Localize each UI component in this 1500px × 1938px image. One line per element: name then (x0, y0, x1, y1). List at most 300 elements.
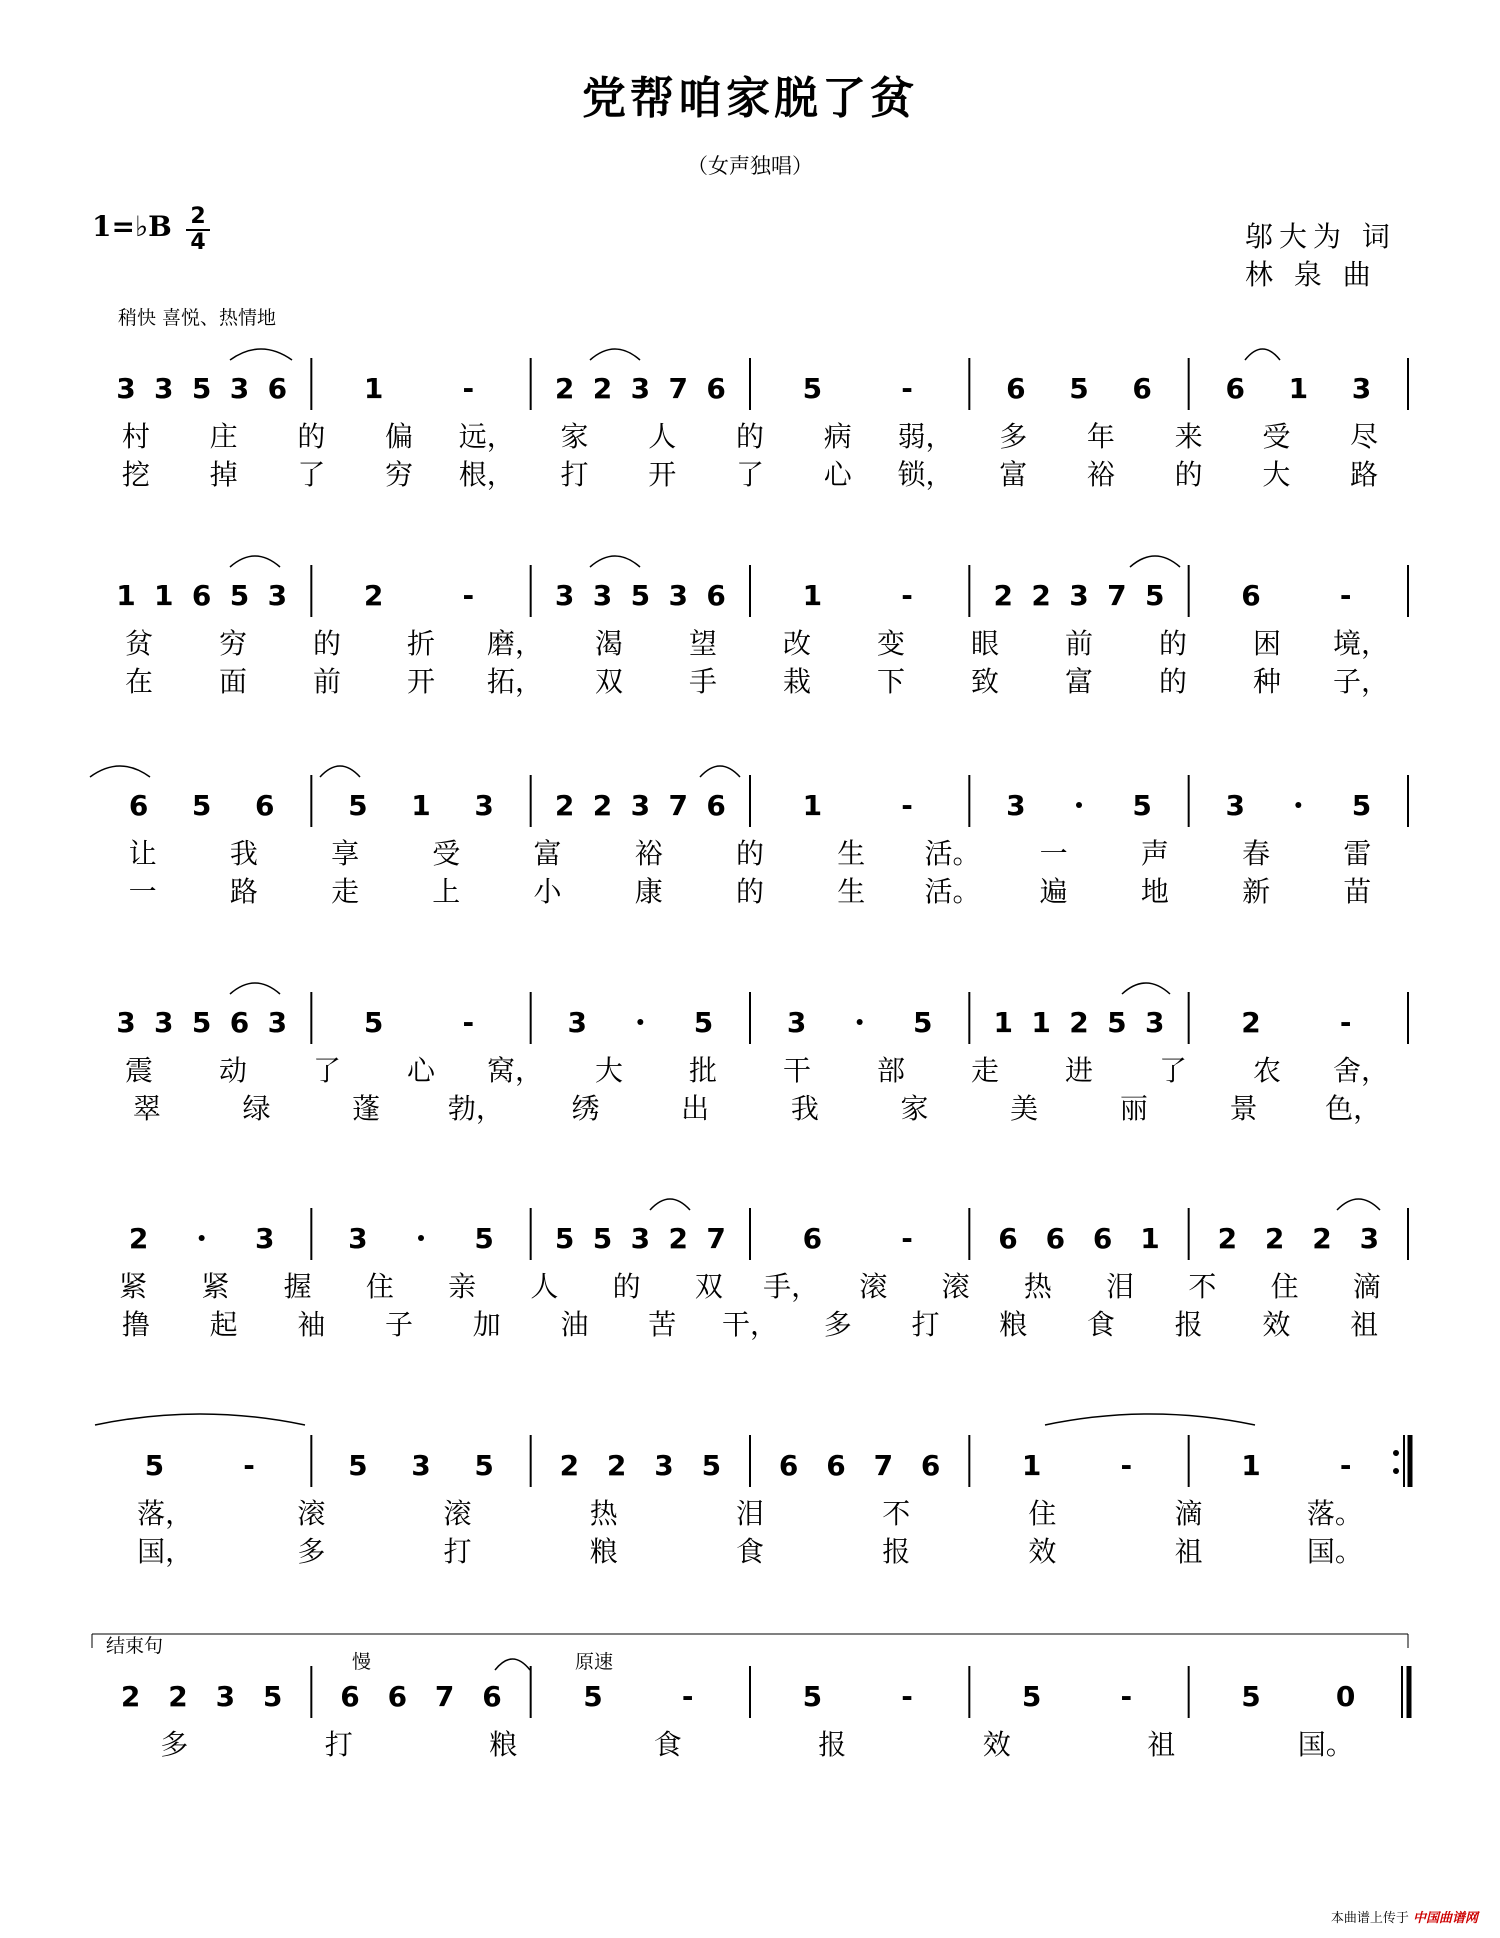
ending-label: 结束句 (106, 1635, 164, 1657)
lyric-syllable: 滴 (1352, 1270, 1381, 1303)
lyric-syllable: 上 (432, 875, 461, 908)
lyric-syllable: 根， (458, 458, 515, 491)
note: 6 (482, 1680, 502, 1713)
augmentation-dot (418, 1235, 424, 1241)
lyric-syllable: 美 (1010, 1092, 1039, 1125)
note: 7 (1107, 579, 1127, 612)
lyric-syllable: 翠 (132, 1092, 161, 1125)
lyric-syllable: 起 (209, 1308, 238, 1341)
note: 3 (348, 1222, 368, 1255)
tempo-marking: 稍快 喜悦、热情地 (118, 307, 277, 329)
repeat-dot (1393, 1468, 1399, 1474)
lyric-syllable: 泪 (1106, 1270, 1135, 1303)
lyric-syllable: 报 (1174, 1308, 1203, 1341)
lyric-syllable: 变 (876, 627, 906, 660)
lyric-syllable: 干， (721, 1308, 779, 1341)
dash-sustain: - (681, 1680, 694, 1713)
note: 5 (144, 1449, 165, 1482)
note: 2 (592, 372, 613, 405)
lyric-syllable: 双 (694, 1270, 723, 1303)
lyric-syllable: 路 (229, 875, 258, 908)
note: 6 (706, 372, 726, 405)
lyric-syllable: 落， (137, 1497, 194, 1530)
dash-sustain: - (243, 1449, 255, 1482)
lyric-syllable: 开 (648, 458, 677, 491)
lyric-syllable: 来 (1174, 420, 1203, 453)
lyric-syllable: 遍 (1039, 875, 1068, 908)
note: 1 (1288, 372, 1309, 405)
lyric-syllable: 亲 (448, 1270, 477, 1303)
time-signature-top: 2 (190, 204, 206, 229)
note: 3 (255, 1222, 275, 1255)
lyric-syllable: 祖 (1174, 1535, 1203, 1568)
lyric-syllable: 一 (128, 875, 157, 908)
lyric-syllable: 栽 (782, 665, 812, 698)
note: 1 (1140, 1222, 1160, 1255)
lyric-syllable: 折 (406, 627, 436, 660)
dash-sustain: - (901, 1680, 913, 1713)
note: 6 (706, 579, 726, 612)
lyric-syllable: 裕 (634, 837, 663, 870)
note: 6 (128, 789, 149, 822)
lyric-syllable: 握 (283, 1270, 312, 1303)
note: 6 (1092, 1222, 1113, 1255)
lyric-syllable: 前 (312, 665, 342, 698)
note: 2 (668, 1222, 688, 1255)
lyric-syllable: 住 (365, 1270, 394, 1303)
note: 7 (434, 1680, 455, 1713)
lyric-syllable: 粮 (489, 1728, 518, 1761)
note: 6 (826, 1449, 846, 1482)
note: 5 (474, 1222, 494, 1255)
note: 2 (363, 579, 384, 612)
subtitle: （女声独唱） (687, 154, 813, 178)
dash-sustain: - (1120, 1680, 1133, 1713)
lyric-syllable: 人 (530, 1270, 559, 1303)
note: 6 (1132, 372, 1152, 405)
lyric-syllable: 双 (594, 665, 624, 698)
lyric-syllable: 舍， (1332, 1054, 1390, 1087)
lyric-syllable: 生 (837, 837, 866, 870)
lyric-syllable: 了 (297, 458, 326, 491)
note: 6 (340, 1680, 360, 1713)
lyric-syllable: 农 (1252, 1054, 1282, 1087)
note: 5 (1021, 1680, 1042, 1713)
slur-mark (1337, 1199, 1380, 1210)
footer-upload-text: 本曲谱上传于 (1330, 1911, 1409, 1926)
lyric-syllable: 富 (1064, 665, 1094, 698)
original-tempo-marking: 原速 (575, 1651, 614, 1673)
note: 6 (255, 789, 275, 822)
lyric-syllable: 贫 (124, 627, 154, 660)
lyric-syllable: 打 (560, 458, 589, 491)
note: 2 (592, 789, 613, 822)
note: 3 (215, 1680, 236, 1713)
lyric-syllable: 滚 (443, 1497, 472, 1530)
lyric-syllable: 的 (297, 420, 326, 453)
lyric-syllable: 春 (1242, 837, 1271, 870)
note: 5 (583, 1680, 603, 1713)
note: 3 (668, 579, 688, 612)
repeat-dot (1393, 1450, 1399, 1456)
note: 3 (116, 1006, 136, 1039)
lyric-syllable: 子 (385, 1308, 414, 1341)
note: 2 (128, 1222, 149, 1255)
lyric-syllable: 住 (1028, 1497, 1057, 1530)
lyric-syllable: 色， (1325, 1092, 1382, 1125)
lyric-syllable: 声 (1140, 837, 1169, 870)
lyric-syllable: 困 (1252, 627, 1282, 660)
lyric-syllable: 活。 (924, 875, 981, 908)
lyric-syllable: 了 (312, 1054, 342, 1087)
lyric-syllable: 打 (324, 1728, 353, 1761)
note: 3 (630, 789, 651, 822)
lyric-syllable: 景 (1229, 1092, 1258, 1125)
note: 2 (120, 1680, 141, 1713)
lyric-syllable: 的 (1174, 458, 1203, 491)
note: 0 (1335, 1680, 1356, 1713)
lyric-syllable: 的 (312, 627, 342, 660)
note: 5 (262, 1680, 283, 1713)
lyric-syllable: 康 (634, 875, 663, 908)
lyric-syllable: 加 (472, 1308, 501, 1341)
lyric-syllable: 出 (681, 1092, 710, 1125)
lyric-syllable: 的 (735, 875, 765, 908)
note: 2 (1031, 579, 1051, 612)
slow-marking: 慢 (352, 1651, 372, 1673)
dash-sustain: - (462, 372, 475, 405)
lyric-syllable: 袖 (297, 1308, 326, 1341)
lyric-syllable: 享 (331, 837, 360, 870)
lyric-syllable: 紧 (119, 1270, 148, 1303)
note: 6 (920, 1449, 941, 1482)
dash-sustain: - (901, 372, 913, 405)
note: 3 (1359, 1222, 1380, 1255)
lyric-syllable: 干 (782, 1054, 812, 1087)
note: 3 (592, 579, 613, 612)
lyric-syllable: 绿 (242, 1092, 271, 1125)
lyric-syllable: 地 (1140, 875, 1169, 908)
lyric-syllable: 生 (837, 875, 866, 908)
note: 2 (554, 789, 575, 822)
lyric-syllable: 致 (970, 665, 1000, 698)
augmentation-dot (199, 1235, 205, 1241)
note: 3 (1351, 372, 1372, 405)
lyric-syllable: 渴 (594, 627, 624, 660)
note: 5 (1107, 1006, 1127, 1039)
lyric-syllable: 紧 (201, 1270, 230, 1303)
note: 3 (411, 1449, 431, 1482)
note: 6 (1006, 372, 1026, 405)
slur-mark (590, 556, 640, 567)
lyric-syllable: 受 (432, 837, 461, 870)
lyric-syllable: 在 (124, 665, 154, 698)
note: 5 (693, 1006, 714, 1039)
note: 3 (154, 372, 174, 405)
lyric-syllable: 偏 (385, 420, 414, 453)
lyric-syllable: 油 (560, 1308, 589, 1341)
lyric-syllable: 食 (735, 1535, 765, 1568)
note: 1 (411, 789, 431, 822)
lyric-syllable: 手， (763, 1270, 820, 1303)
lyric-syllable: 蓬 (352, 1092, 381, 1125)
note: 5 (191, 789, 212, 822)
lyric-syllable: 落。 (1306, 1497, 1363, 1530)
note: 1 (1241, 1449, 1261, 1482)
lyric-syllable: 大 (1262, 458, 1291, 491)
lyric-syllable: 进 (1064, 1054, 1094, 1087)
dash-sustain: - (901, 789, 913, 822)
note: 1 (993, 1006, 1014, 1039)
dash-sustain: - (1339, 579, 1352, 612)
lyric-syllable: 拓， (486, 665, 544, 698)
lyric-syllable: 病 (823, 420, 852, 453)
slur-mark (95, 1414, 305, 1425)
lyric-syllable: 的 (735, 420, 765, 453)
lyric-syllable: 下 (876, 665, 906, 698)
note: 1 (363, 372, 384, 405)
lyric-syllable: 动 (218, 1054, 248, 1087)
note: 1 (154, 579, 174, 612)
lyric-syllable: 打 (443, 1535, 472, 1568)
lyric-syllable: 雷 (1343, 837, 1372, 870)
lyric-syllable: 让 (128, 837, 157, 870)
lyric-syllable: 锁， (897, 458, 954, 491)
slur-mark (90, 766, 150, 777)
lyric-syllable: 的 (612, 1270, 641, 1303)
lyric-syllable: 热 (589, 1497, 618, 1530)
lyric-syllable: 食 (653, 1728, 682, 1761)
lyric-syllable: 粮 (999, 1308, 1028, 1341)
key-note: B (148, 210, 172, 243)
note: 5 (363, 1006, 384, 1039)
lyric-syllable: 种 (1252, 665, 1282, 698)
dash-sustain: - (901, 579, 913, 612)
note: 3 (567, 1006, 587, 1039)
slur-mark (1245, 349, 1280, 360)
lyric-syllable: 丽 (1119, 1092, 1148, 1125)
lyric-syllable: 掉 (209, 458, 238, 491)
note: 6 (387, 1680, 408, 1713)
lyricist-credit: 邬大为 词 (1245, 220, 1396, 253)
note: 6 (1225, 372, 1245, 405)
slur-mark (650, 1199, 690, 1210)
lyric-syllable: 多 (823, 1308, 852, 1341)
note: 7 (873, 1449, 894, 1482)
lyric-syllable: 境， (1332, 627, 1390, 660)
lyric-syllable: 撸 (121, 1308, 150, 1341)
note: 5 (1241, 1680, 1261, 1713)
note: 2 (993, 579, 1014, 612)
note: 7 (668, 372, 688, 405)
lyric-syllable: 弱， (897, 420, 954, 453)
dash-sustain: - (1339, 1449, 1352, 1482)
note: 3 (267, 1006, 288, 1039)
lyric-syllable: 绣 (571, 1092, 600, 1125)
slur-mark (700, 766, 740, 777)
lyric-syllable: 裕 (1086, 458, 1115, 491)
lyric-syllable: 的 (1158, 627, 1188, 660)
note: 3 (267, 579, 288, 612)
page-title: 党帮咱家脱了贫 (582, 73, 918, 124)
lyric-syllable: 富 (533, 837, 562, 870)
note: 5 (348, 789, 368, 822)
lyric-syllable: 一 (1039, 837, 1068, 870)
slur-mark (495, 1659, 530, 1670)
key-prefix: 1= (92, 210, 135, 243)
note: 5 (630, 579, 651, 612)
slur-mark (230, 349, 292, 360)
lyric-syllable: 效 (1028, 1535, 1057, 1568)
note: 6 (229, 1006, 250, 1039)
lyric-syllable: 苗 (1343, 875, 1372, 908)
note: 2 (1241, 1006, 1261, 1039)
note: 5 (1144, 579, 1165, 612)
note: 2 (1264, 1222, 1285, 1255)
note: 5 (554, 1222, 575, 1255)
note: 2 (1312, 1222, 1332, 1255)
flat-symbol: ♭ (134, 210, 149, 243)
composer-credit: 林 泉 曲 (1245, 258, 1377, 291)
lyric-syllable: 家 (900, 1092, 929, 1125)
lyric-syllable: 村 (121, 420, 150, 453)
lyric-syllable: 不 (882, 1497, 911, 1530)
lyric-syllable: 滚 (941, 1270, 970, 1303)
note: 5 (802, 372, 823, 405)
note: 3 (654, 1449, 674, 1482)
lyric-syllable: 庄 (209, 420, 238, 453)
lyric-syllable: 效 (982, 1728, 1011, 1761)
slur-mark (230, 556, 280, 567)
note: 6 (706, 789, 726, 822)
note: 2 (1069, 1006, 1089, 1039)
lyric-syllable: 国。 (1306, 1535, 1363, 1568)
note: 5 (592, 1222, 613, 1255)
lyric-syllable: 走 (331, 875, 360, 908)
lyric-syllable: 滚 (859, 1270, 888, 1303)
lyric-syllable: 批 (688, 1054, 718, 1087)
note: 5 (913, 1006, 933, 1039)
note: 6 (267, 372, 288, 405)
note: 2 (606, 1449, 627, 1482)
lyric-syllable: 的 (735, 837, 765, 870)
lyric-syllable: 小 (533, 875, 562, 908)
note: 7 (706, 1222, 726, 1255)
lyric-syllable: 多 (160, 1728, 189, 1761)
lyric-syllable: 了 (735, 458, 765, 491)
lyric-syllable: 国， (137, 1535, 194, 1568)
lyric-syllable: 活。 (924, 837, 981, 870)
note: 1 (116, 579, 136, 612)
dash-sustain: - (901, 1222, 913, 1255)
lyric-syllable: 打 (911, 1308, 940, 1341)
lyric-syllable: 粮 (589, 1535, 618, 1568)
footer-site-logo: 中国曲谱网 (1412, 1911, 1478, 1926)
note: 5 (474, 1449, 494, 1482)
lyric-syllable: 富 (999, 458, 1028, 491)
lyric-syllable: 我 (229, 837, 258, 870)
note: 3 (1225, 789, 1245, 822)
slur-mark (1045, 1414, 1255, 1425)
note: 3 (154, 1006, 174, 1039)
lyric-syllable: 远， (458, 420, 515, 453)
note: 6 (778, 1449, 799, 1482)
lyric-syllable: 多 (297, 1535, 326, 1568)
note: 3 (786, 1006, 807, 1039)
lyric-syllable: 勃， (447, 1092, 504, 1125)
lyric-syllable: 人 (648, 420, 677, 453)
note: 3 (229, 372, 250, 405)
lyric-syllable: 多 (999, 420, 1028, 453)
note: 3 (1006, 789, 1026, 822)
note: 7 (668, 789, 688, 822)
dash-sustain: - (1120, 1449, 1133, 1482)
lyric-syllable: 望 (688, 627, 718, 660)
lyric-syllable: 了 (1158, 1054, 1188, 1087)
lyric-syllable: 滚 (297, 1497, 326, 1530)
augmentation-dot (1295, 802, 1301, 808)
note: 3 (1144, 1006, 1165, 1039)
lyric-syllable: 祖 (1147, 1728, 1176, 1761)
note: 5 (348, 1449, 368, 1482)
lyric-syllable: 走 (970, 1054, 1000, 1087)
lyric-syllable: 磨， (486, 627, 544, 660)
note: 3 (474, 789, 494, 822)
lyric-syllable: 手 (688, 665, 718, 698)
note: 2 (559, 1449, 580, 1482)
augmentation-dot (857, 1019, 863, 1025)
slur-mark (1130, 556, 1180, 567)
lyric-syllable: 不 (1188, 1270, 1217, 1303)
note: 5 (191, 1006, 212, 1039)
note: 6 (802, 1222, 823, 1255)
lyric-syllable: 滴 (1174, 1497, 1203, 1530)
dash-sustain: - (462, 1006, 475, 1039)
note: 2 (554, 372, 575, 405)
lyric-syllable: 我 (790, 1092, 819, 1125)
note: 2 (1217, 1222, 1238, 1255)
lyric-syllable: 穷 (385, 458, 414, 491)
note: 6 (191, 579, 212, 612)
footer (1331, 1907, 1478, 1926)
note: 5 (802, 1680, 823, 1713)
note: 3 (554, 579, 575, 612)
lyric-syllable: 家 (560, 420, 589, 453)
lyric-syllable: 部 (876, 1054, 906, 1087)
note: 2 (168, 1680, 188, 1713)
lyric-syllable: 窝， (486, 1054, 544, 1087)
lyric-syllable: 尽 (1350, 420, 1379, 453)
lyric-syllable: 改 (782, 627, 812, 660)
time-signature-bottom: 4 (190, 230, 206, 255)
slur-mark (230, 983, 280, 994)
lyric-syllable: 住 (1270, 1270, 1299, 1303)
note: 3 (630, 372, 651, 405)
note: 6 (998, 1222, 1018, 1255)
note: 1 (802, 789, 823, 822)
lyric-syllable: 年 (1086, 420, 1115, 453)
dash-sustain: - (462, 579, 475, 612)
lyric-syllable: 新 (1242, 875, 1271, 908)
lyric-syllable: 食 (1086, 1308, 1115, 1341)
note: 1 (1021, 1449, 1042, 1482)
note: 5 (1069, 372, 1089, 405)
lyric-syllable: 苦 (648, 1308, 677, 1341)
lyric-syllable: 效 (1262, 1308, 1291, 1341)
lyric-syllable: 大 (594, 1054, 624, 1087)
note: 5 (701, 1449, 722, 1482)
lyric-syllable: 心 (406, 1054, 436, 1087)
